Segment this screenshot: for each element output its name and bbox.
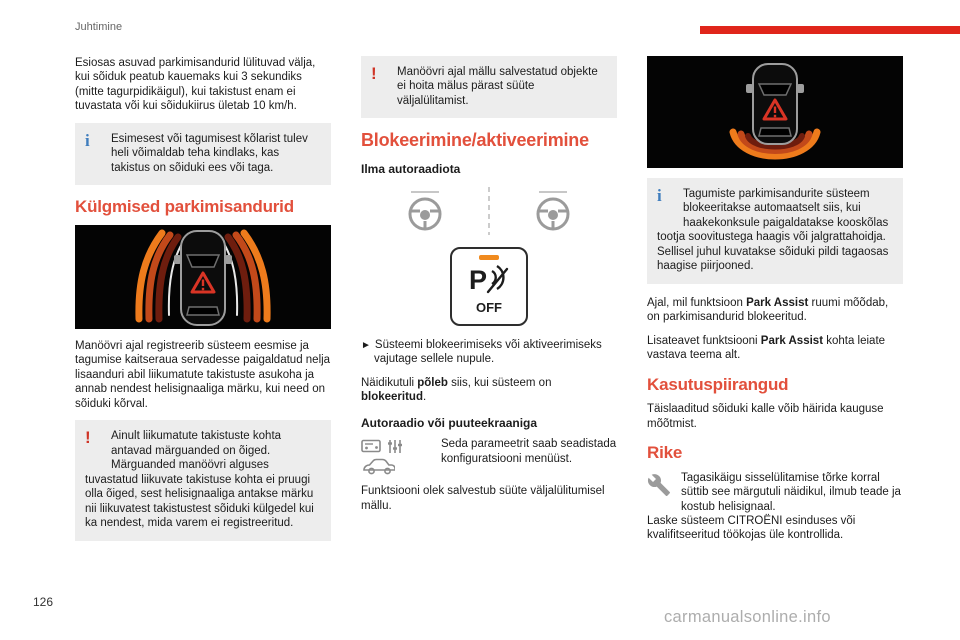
steering-wheel-icons <box>361 183 617 239</box>
bullet-arrow-icon: ► <box>361 339 371 351</box>
without-audio-subheading: Ilma autoraadiota <box>361 161 461 176</box>
button-led-indicator <box>479 255 499 260</box>
info-box-speakers <box>75 123 331 185</box>
car-top-view-side-sensors-icon <box>75 225 331 329</box>
info-box-text: Esimesest või tagumisest kõlarist tulev heli võimaldab teha kindlaks, kas takistus on sõiduki ees või taga. <box>111 132 308 174</box>
warning-box-memory <box>361 56 617 118</box>
steering-wheels-image <box>361 183 617 239</box>
warning-box-moving-obstacles <box>75 420 331 540</box>
parking-sensor-icon <box>466 263 512 295</box>
warning-icon: ! <box>85 428 91 448</box>
svg-text:P: P <box>469 265 488 295</box>
malfunction-heading: Rike <box>647 443 683 463</box>
indicator-status-text: Näidikutuli põleb siis, kui süsteem on blokeeritud. <box>361 376 552 404</box>
car-side-sensors-image <box>75 225 331 329</box>
side-sensors-paragraph: Manöövri ajal registreerib süsteem eesmise ja tagumise kaitseraua servadesse paigaldatud nelja lisaanduri abil liikumatute takistuste asukoha ja annab nendest helisignaaliga märku, kui need on sõiduki kõrval. <box>75 339 331 410</box>
park-assist-reference-paragraph: Lisateavet funktsiooni Park Assist kohta leiate vastava teema alt. <box>647 334 886 362</box>
limits-heading: Kasutuspiirangud <box>647 374 789 394</box>
accent-bar <box>700 26 960 34</box>
car-rear-sensors-image <box>647 56 903 168</box>
malfunction-text: Tagasikäigu sisselülitamise tõrke korral süttib see märgutuli näidikul, ilmub teade ja kostub helisignaal. <box>681 471 901 513</box>
limits-paragraph: Täislaaditud sõiduki kalle võib häirida kauguse mõõtmist. <box>647 403 884 430</box>
column-3 <box>647 56 903 553</box>
park-sensor-off-button[interactable] <box>450 247 528 326</box>
wrench-icon <box>647 471 681 503</box>
info-box-trailer <box>647 178 903 284</box>
with-audio-subheading: Autoraadio või puuteekraaniga <box>361 415 538 430</box>
info-box-text: Tagumiste parkimisandurite süsteem blokeeritakse automaatselt siis, kui haakekonksule paigaldatakse kooskõlas tootja soovitustega haagis või jalgrattahoidja. Sellisel juhul kuvatakse sõiduki pildi tagaosas haagise piirjooned. <box>657 188 889 273</box>
car-icon <box>361 457 395 475</box>
service-paragraph: Laske süsteem CITROËNI esinduses või kvalifitseeritud töökojas üle kontrollida. <box>647 514 856 542</box>
watermark: carmanualsonline.info <box>664 608 831 626</box>
deactivation-heading: Blokeerimine/aktiveerimine <box>361 130 589 151</box>
button-off-label: OFF <box>476 300 502 316</box>
section-header: Juhtimine <box>75 21 123 33</box>
warning-box-text: Ainult liikumatute takistuste kohta antavad märguanded on õiged. Märguanded manöövri alguses tuvastatud liikuvate takistuse kohta ei pruugi olla õiged, sest helisignaaliga antakse märku nii liikuvatest takistustest sõiduki külgedel kui ka nendest, mida varem ei registreeritud. <box>85 430 314 530</box>
info-icon: i <box>85 130 90 150</box>
display-icon <box>361 439 381 454</box>
warning-box-text: Manöövri ajal mällu salvestatud objekte ei hoita mälus pärast süüte väljalülitamist. <box>397 66 598 107</box>
state-memory-text: Funktsiooni olek salvestub süüte väljalülitumisel mällu. <box>361 485 605 512</box>
info-icon: i <box>657 186 662 205</box>
car-top-view-rear-sensors-icon <box>647 56 903 168</box>
warning-icon: ! <box>371 64 377 83</box>
configuration-text: Seda parameetrit saab seadistada konfiguratsiooni menüüst. <box>441 438 617 465</box>
park-assist-measure-paragraph: Ajal, mil funktsioon Park Assist ruumi mõõdab, on parkimisandurid blokeeritud. <box>647 296 889 324</box>
page-number: 126 <box>33 595 54 609</box>
column-2 <box>361 56 617 553</box>
configuration-block <box>361 437 617 478</box>
settings-sliders-icon <box>387 439 403 454</box>
configuration-icons <box>361 437 441 478</box>
malfunction-block <box>647 471 903 514</box>
deactivate-instruction: ► Süsteemi blokeerimiseks või aktiveerimiseks vajutage sellele nupule. <box>361 338 602 366</box>
side-sensors-heading: Külgmised parkimisandurid <box>75 197 294 217</box>
front-sensors-paragraph: Esiosas asuvad parkimisandurid lülituvad välja, kui sõiduk peatub kauemaks kui 3 sekundiks (mitte tagurpidikäigul), kui takistust enam ei tuvastata või kui sõidukiirus ületab 10 km/h. <box>75 57 316 113</box>
page-content <box>75 56 903 553</box>
column-1 <box>75 56 331 553</box>
